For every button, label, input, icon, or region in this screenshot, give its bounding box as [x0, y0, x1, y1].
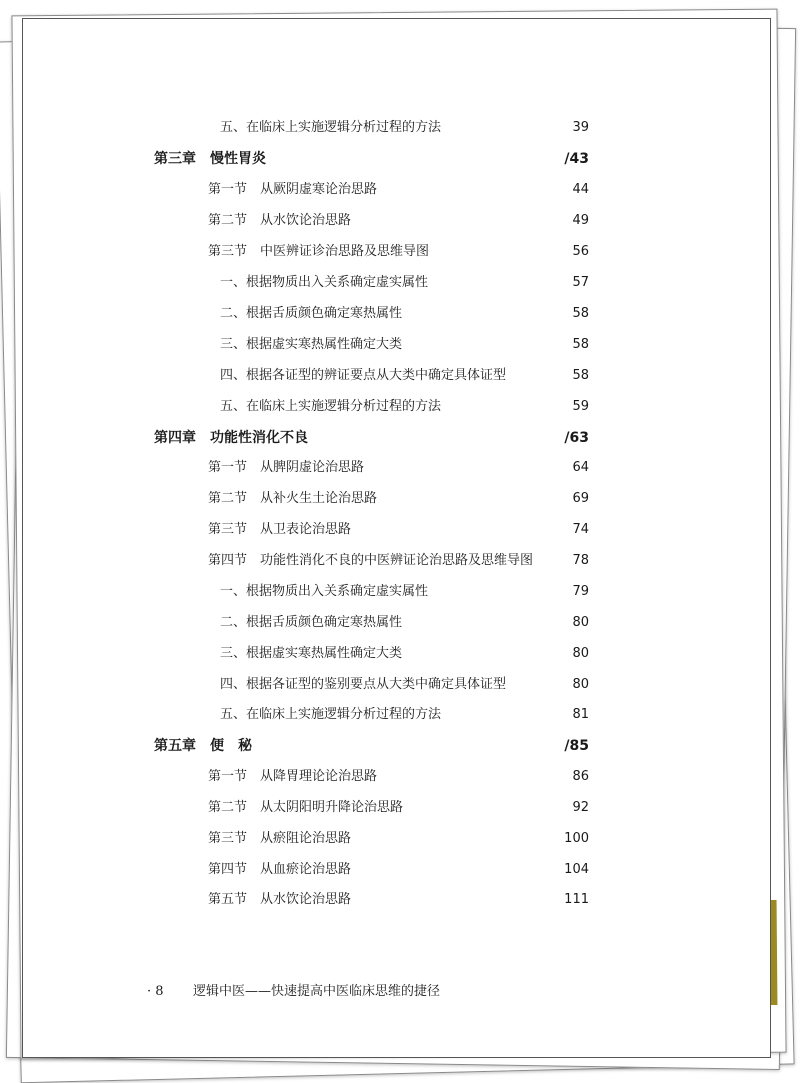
- toc-section-row: [208, 828, 589, 850]
- toc-entry-title: 五、在临床上实施逻辑分析过程的方法: [220, 120, 442, 135]
- toc-section-row: [208, 859, 589, 881]
- toc-entry-page: 58: [572, 306, 589, 321]
- toc-item-row: [220, 643, 589, 665]
- toc-entry-page: 58: [572, 337, 589, 352]
- toc-chapter-row: [154, 427, 589, 449]
- toc-entry-page: 79: [572, 584, 589, 599]
- toc-entry-page: 64: [572, 460, 589, 475]
- toc-entry-page: 57: [572, 275, 589, 290]
- toc-entry-page: 81: [572, 707, 589, 722]
- toc-section-row: [208, 210, 589, 232]
- toc-entry-title: 第三节 从卫表论治思路: [208, 522, 352, 537]
- toc-entry-page: 58: [572, 368, 589, 383]
- toc-item-row: [220, 117, 589, 139]
- toc-entry-page: 104: [564, 862, 589, 877]
- toc-entry-title: 第三节 从瘀阻论治思路: [208, 831, 352, 846]
- toc-entry-title: 二、根据舌质颜色确定寒热属性: [220, 615, 403, 630]
- toc-entry-title: 第五节 从水饮论治思路: [208, 892, 352, 907]
- toc-entry-title: 第四节 从血瘀论治思路: [208, 862, 352, 877]
- toc-section-row: [208, 550, 589, 572]
- toc-entry-page: 49: [572, 213, 589, 228]
- toc-section-row: [208, 488, 589, 510]
- toc-section-row: [208, 519, 589, 541]
- toc-entry-title: 四、根据各证型的辨证要点从大类中确定具体证型: [220, 368, 507, 383]
- toc-entry-page: 59: [572, 399, 589, 414]
- toc-entry-page: 111: [564, 892, 589, 907]
- toc-entry-page: 86: [572, 769, 589, 784]
- toc-entry-title: 四、根据各证型的鉴别要点从大类中确定具体证型: [220, 677, 507, 692]
- toc-entry-title: 第一节 从脾阴虚论治思路: [208, 460, 365, 475]
- toc-item-row: [220, 303, 589, 325]
- toc-entry-page: /85: [564, 738, 589, 754]
- toc-entry-title: 第四章 功能性消化不良: [154, 430, 308, 446]
- toc-entry-title: 第三章 慢性胃炎: [154, 151, 266, 167]
- toc-item-row: [220, 612, 589, 634]
- toc-section-row: [208, 797, 589, 819]
- toc-entry-page: 80: [572, 615, 589, 630]
- toc-section-row: [208, 889, 589, 911]
- toc-item-row: [220, 581, 589, 603]
- toc-entry-page: 69: [572, 491, 589, 506]
- toc-entry-page: 92: [572, 800, 589, 815]
- book-title: 逻辑中医——快速提高中医临床思维的捷径: [193, 984, 441, 999]
- toc-entry-page: /43: [564, 151, 589, 167]
- toc-section-row: [208, 766, 589, 788]
- toc-entry-page: 100: [564, 831, 589, 846]
- toc-entry-title: 五、在临床上实施逻辑分析过程的方法: [220, 399, 442, 414]
- toc-section-row: [208, 457, 589, 479]
- toc-item-row: [220, 396, 589, 418]
- toc-item-row: [220, 334, 589, 356]
- toc-entry-title: 第四节 功能性消化不良的中医辨证论治思路及思维导图: [208, 553, 534, 568]
- toc-section-row: [208, 179, 589, 201]
- toc-entry-title: 第五章 便 秘: [154, 738, 252, 754]
- toc-entry-page: 44: [572, 182, 589, 197]
- toc-entry-title: 第三节 中医辨证诊治思路及思维导图: [208, 244, 430, 259]
- toc-entry-page: /63: [564, 430, 589, 446]
- document-page: [22, 18, 771, 1058]
- page-number: · 8: [147, 984, 164, 999]
- toc-entry-title: 一、根据物质出入关系确定虚实属性: [220, 584, 429, 599]
- toc-chapter-row: [154, 148, 589, 170]
- toc-entry-title: 第一节 从厥阴虚寒论治思路: [208, 182, 378, 197]
- toc-entry-page: 74: [572, 522, 589, 537]
- toc-entry-title: 三、根据虚实寒热属性确定大类: [220, 646, 403, 661]
- toc-entry-title: 第二节 从太阴阳明升降论治思路: [208, 800, 404, 815]
- toc-item-row: [220, 272, 589, 294]
- toc-item-row: [220, 365, 589, 387]
- toc-entry-page: 39: [572, 120, 589, 135]
- toc-entry-page: 78: [572, 553, 589, 568]
- toc-entry-title: 二、根据舌质颜色确定寒热属性: [220, 306, 403, 321]
- toc-entry-title: 三、根据虚实寒热属性确定大类: [220, 337, 403, 352]
- toc-entry-title: 第一节 从降胃理论论治思路: [208, 769, 378, 784]
- toc-entry-page: 80: [572, 677, 589, 692]
- toc-entry-title: 第二节 从补火生土论治思路: [208, 491, 378, 506]
- toc-entry-title: 五、在临床上实施逻辑分析过程的方法: [220, 707, 442, 722]
- toc-item-row: [220, 704, 589, 726]
- toc-entry-page: 80: [572, 646, 589, 661]
- toc-chapter-row: [154, 735, 589, 757]
- toc-section-row: [208, 241, 589, 263]
- toc-entry-title: 第二节 从水饮论治思路: [208, 213, 352, 228]
- toc-item-row: [220, 674, 589, 696]
- toc-entry-page: 56: [572, 244, 589, 259]
- toc-entry-title: 一、根据物质出入关系确定虚实属性: [220, 275, 429, 290]
